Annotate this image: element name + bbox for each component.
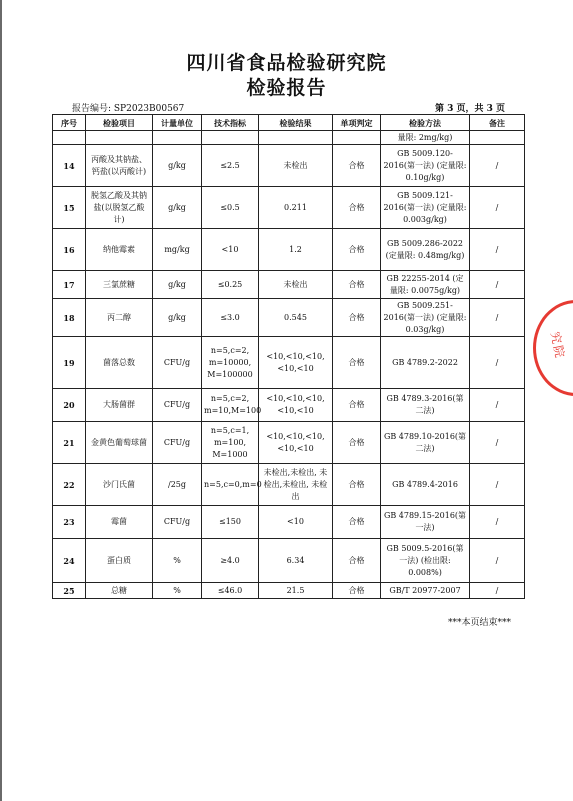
cell-no: 15 <box>53 187 86 229</box>
report-number: 报告编号: SP2023B00567 <box>72 104 185 114</box>
cell-remark: / <box>470 389 525 422</box>
cell-remark: / <box>470 539 525 583</box>
cell-result: 0.545 <box>259 299 333 337</box>
cell-unit: g/kg <box>153 299 202 337</box>
cell-method: GB 5009.5-2016(第一法) (检出限: 0.008%) <box>381 539 470 583</box>
cell-item: 丙二醇 <box>86 299 153 337</box>
official-seal <box>533 300 573 396</box>
cell-item: 三氯蔗糖 <box>86 271 153 299</box>
cell-no: 14 <box>53 145 86 187</box>
cell-item: 金黄色葡萄球菌 <box>86 422 153 464</box>
left-border <box>0 0 2 801</box>
cell-no: 17 <box>53 271 86 299</box>
cell-unit: /25g <box>153 464 202 506</box>
cell-result: <10,<10,<10, <10,<10 <box>259 422 333 464</box>
page-info: 第 3 页，共 3 页 <box>434 104 505 114</box>
col-result: 检验结果 <box>259 115 333 131</box>
table-row <box>53 229 525 271</box>
cell-method: GB/T 20977-2007 <box>381 583 470 599</box>
cell-spec: ≤150 <box>202 506 259 539</box>
table-row <box>53 299 525 337</box>
cell-method: GB 5009.120-2016(第一法) (定量限: 0.10g/kg) <box>381 145 470 187</box>
cell-spec: n=5,c=2, m=10,M=100 <box>202 389 259 422</box>
cell-unit: g/kg <box>153 145 202 187</box>
doc-title: 检验报告 <box>246 77 327 99</box>
cell-verdict: 合格 <box>333 389 381 422</box>
cell-no: 25 <box>53 583 86 599</box>
cell-result: 1.2 <box>259 229 333 271</box>
cell-result: <10,<10,<10, <10,<10 <box>259 337 333 389</box>
cell-method: GB 4789.3-2016(第二法) <box>381 389 470 422</box>
seal-text: 究院 <box>547 330 568 361</box>
cell-verdict <box>333 131 381 145</box>
cell-result: 未检出 <box>259 271 333 299</box>
cell-item: 总糖 <box>86 583 153 599</box>
cell-result: 0.211 <box>259 187 333 229</box>
table-row <box>53 337 525 389</box>
cell-verdict: 合格 <box>333 506 381 539</box>
cell-unit: CFU/g <box>153 422 202 464</box>
cell-item: 丙酸及其钠盐、钙盐(以丙酸计) <box>86 145 153 187</box>
cell-no: 23 <box>53 506 86 539</box>
table-row <box>53 422 525 464</box>
cell-item: 沙门氏菌 <box>86 464 153 506</box>
table-row <box>53 131 525 145</box>
cell-item: 霉菌 <box>86 506 153 539</box>
cell-no: 22 <box>53 464 86 506</box>
cell-remark: / <box>470 583 525 599</box>
end-note: ***本页结束*** <box>447 618 511 628</box>
cell-remark: / <box>470 506 525 539</box>
cell-verdict: 合格 <box>333 422 381 464</box>
cell-remark: / <box>470 229 525 271</box>
cell-spec: <10 <box>202 229 259 271</box>
cell-item <box>86 131 153 145</box>
col-no: 序号 <box>53 115 86 131</box>
cell-spec: ≤0.25 <box>202 271 259 299</box>
cell-remark <box>470 131 525 145</box>
results-table <box>52 114 525 599</box>
cell-spec: n=5,c=0,m=0 <box>202 464 259 506</box>
cell-method: GB 4789.2-2022 <box>381 337 470 389</box>
cell-remark: / <box>470 299 525 337</box>
cell-no <box>53 131 86 145</box>
col-method: 检验方法 <box>381 115 470 131</box>
col-spec: 技术指标 <box>202 115 259 131</box>
cell-verdict: 合格 <box>333 299 381 337</box>
cell-method: GB 4789.15-2016(第一法) <box>381 506 470 539</box>
cell-verdict: 合格 <box>333 187 381 229</box>
cell-no: 21 <box>53 422 86 464</box>
table-row <box>53 145 525 187</box>
cell-unit: CFU/g <box>153 337 202 389</box>
cell-remark: / <box>470 464 525 506</box>
cell-spec: ≤3.0 <box>202 299 259 337</box>
cell-unit: % <box>153 539 202 583</box>
cell-spec: ≤2.5 <box>202 145 259 187</box>
col-remark: 备注 <box>470 115 525 131</box>
cell-remark: / <box>470 271 525 299</box>
cell-verdict: 合格 <box>333 464 381 506</box>
cell-remark: / <box>470 337 525 389</box>
cell-method: GB 5009.251-2016(第一法) (定量限: 0.03g/kg) <box>381 299 470 337</box>
cell-verdict: 合格 <box>333 583 381 599</box>
cell-method: GB 4789.4-2016 <box>381 464 470 506</box>
cell-unit: CFU/g <box>153 506 202 539</box>
cell-item: 菌落总数 <box>86 337 153 389</box>
cell-no: 16 <box>53 229 86 271</box>
cell-result: <10,<10,<10, <10,<10 <box>259 389 333 422</box>
cell-verdict: 合格 <box>333 145 381 187</box>
table-row <box>53 506 525 539</box>
cell-spec: ≥4.0 <box>202 539 259 583</box>
cell-result: <10 <box>259 506 333 539</box>
cell-spec: n=5,c=1, m=100, M=1000 <box>202 422 259 464</box>
cell-remark: / <box>470 145 525 187</box>
cell-unit: mg/kg <box>153 229 202 271</box>
cell-spec: n=5,c=2, m=10000, M=100000 <box>202 337 259 389</box>
cell-method: 量限: 2mg/kg) <box>381 131 470 145</box>
col-verdict: 单项判定 <box>333 115 381 131</box>
cell-method: GB 4789.10-2016(第二法) <box>381 422 470 464</box>
cell-no: 18 <box>53 299 86 337</box>
cell-result: 未检出,未检出, 未检出,未检出, 未检出 <box>259 464 333 506</box>
table-row <box>53 187 525 229</box>
cell-item: 纳他霉素 <box>86 229 153 271</box>
cell-no: 24 <box>53 539 86 583</box>
cell-spec: ≤0.5 <box>202 187 259 229</box>
cell-no: 19 <box>53 337 86 389</box>
cell-unit: % <box>153 583 202 599</box>
cell-method: GB 5009.121-2016(第一法) (定量限: 0.003g/kg) <box>381 187 470 229</box>
cell-result: 6.34 <box>259 539 333 583</box>
cell-verdict: 合格 <box>333 229 381 271</box>
table-row <box>53 271 525 299</box>
cell-result: 21.5 <box>259 583 333 599</box>
table-row <box>53 539 525 583</box>
table-row <box>53 464 525 506</box>
cell-unit <box>153 131 202 145</box>
cell-unit: CFU/g <box>153 389 202 422</box>
cell-spec: ≤46.0 <box>202 583 259 599</box>
cell-no: 20 <box>53 389 86 422</box>
cell-result <box>259 131 333 145</box>
cell-item: 蛋白质 <box>86 539 153 583</box>
cell-unit: g/kg <box>153 187 202 229</box>
cell-verdict: 合格 <box>333 271 381 299</box>
cell-item: 脱氢乙酸及其钠盐(以脱氢乙酸计) <box>86 187 153 229</box>
cell-remark: / <box>470 187 525 229</box>
cell-spec <box>202 131 259 145</box>
header-row <box>53 115 525 131</box>
table-row <box>53 583 525 599</box>
institute-name: 四川省食品检验研究院 <box>186 52 387 74</box>
cell-remark: / <box>470 422 525 464</box>
cell-method: GB 5009.286-2022 (定量限: 0.48mg/kg) <box>381 229 470 271</box>
table-row <box>53 389 525 422</box>
col-item: 检验项目 <box>86 115 153 131</box>
cell-item: 大肠菌群 <box>86 389 153 422</box>
col-unit: 计量单位 <box>153 115 202 131</box>
cell-verdict: 合格 <box>333 337 381 389</box>
cell-verdict: 合格 <box>333 539 381 583</box>
cell-unit: g/kg <box>153 271 202 299</box>
cell-result: 未检出 <box>259 145 333 187</box>
cell-method: GB 22255-2014 (定量限: 0.0075g/kg) <box>381 271 470 299</box>
